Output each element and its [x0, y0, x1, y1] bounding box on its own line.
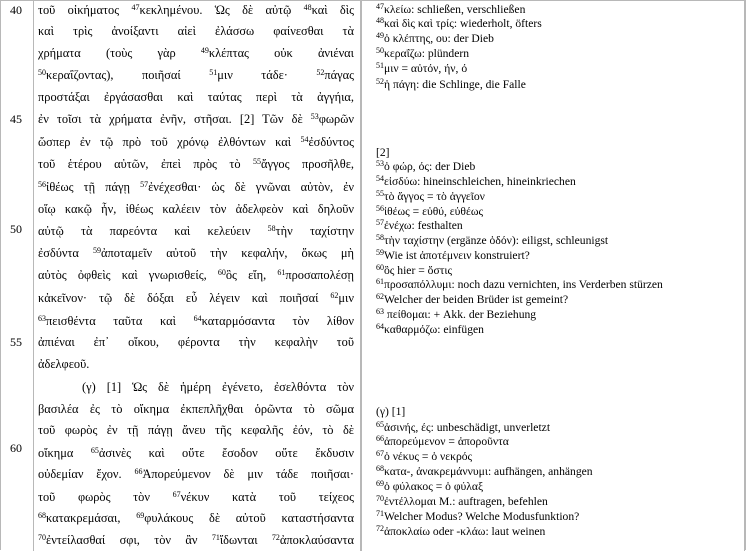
greek-line [38, 335, 354, 349]
gloss-column [360, 0, 745, 551]
footnote-marker: 64 [376, 322, 384, 331]
text-segment: ἐνέχεσθαι· ὡς δὲ γνῶναι αὐτὸν, ἐν [148, 180, 354, 194]
text-segment: ἀδελφεοῦ. [38, 357, 90, 371]
text-segment: αὐτῷ τὰ παρεόντα καὶ κελεύειν [38, 224, 268, 238]
footnote-marker: 53 [310, 112, 319, 121]
footnote-marker: 63 [376, 307, 384, 316]
greek-line [38, 180, 354, 194]
text-segment: μιν [338, 291, 354, 305]
text-segment: τοῦ φωρὸς ἐν τῇ πάγῃ ἄνευ τῆς κεφαλῆς ἐόν, τὸ δὲ [38, 423, 354, 437]
text-segment: τοῦ ἑτέρου αὐτῶν, ἐπεὶ πρὸς τὸ [38, 157, 253, 171]
text-segment: καθαρμόζω: einfügen [384, 323, 484, 336]
text-segment: καὶ τρὶς ἀνοίξαντι αἰεὶ ἐλάσσω φαίνεσθαι τὰ [38, 24, 354, 38]
text-segment: ἴδωνται [219, 533, 272, 547]
greek-line [38, 246, 354, 260]
greek-line [38, 423, 354, 437]
footnote-marker: 66 [134, 467, 143, 476]
text-segment: ἡ πάγη: die Schlinge, die Falle [384, 78, 526, 91]
text-segment: κεκλημένου. Ὡς δὲ αὐτῷ [139, 3, 304, 17]
footnote-marker: 57 [376, 218, 384, 227]
line-number: 45 [10, 112, 22, 126]
text-segment: ἐν τοῖσι τὰ χρήματα ἐνῆν, στῆσαι. [2] Τῶν δὲ [38, 112, 311, 126]
greek-line [38, 490, 354, 504]
footnote-marker: 60 [376, 263, 384, 272]
footnote-marker: 65 [90, 446, 99, 455]
greek-line [38, 533, 354, 547]
footnote-marker: 71 [376, 509, 384, 518]
text-segment: προσαπόλλυμι: noch dazu vernichten, ins Verderben stürzen [384, 278, 663, 291]
gloss-line [376, 465, 593, 479]
gloss-line [376, 264, 452, 278]
footnote-marker: 49 [200, 46, 209, 55]
footnote-marker: 54 [300, 135, 309, 144]
footnote-marker: 62 [376, 292, 384, 301]
greek-line [38, 314, 354, 328]
greek-line [38, 357, 354, 371]
footnote-marker: 59 [376, 248, 384, 257]
text-segment: ὁ κλέπτης, ου: der Dieb [384, 32, 494, 45]
text-segment: κατακρεμάσαι, [46, 511, 137, 525]
greek-line [38, 3, 354, 17]
footnote-marker: 60 [217, 268, 226, 277]
text-segment: ὁ νέκυς = ὁ νεκρός [384, 450, 473, 463]
greek-line [38, 291, 354, 305]
text-segment: κεραΐζω: plündern [384, 47, 470, 60]
footnote-marker: 61 [376, 277, 384, 286]
text-segment: πάγας [324, 68, 354, 82]
text-segment: προσαπολέσῃ [285, 268, 354, 282]
text-segment: οὐδεμίαν ἔχον. [38, 467, 135, 481]
text-segment: τοῦ οἰκήματος [38, 3, 132, 17]
gloss-line [376, 421, 550, 435]
text-segment: (γ) [1] Ὡς δὲ ἡμέρη ἐγένετο, ἐσελθόντα τὸν [82, 380, 354, 394]
text-segment: εἰσδύω: hineinschleichen, hineinkriechen [384, 175, 576, 188]
text-segment: πείθομαι: + Akk. der Beziehung [384, 308, 537, 321]
footnote-marker: 64 [193, 314, 202, 323]
footnote-marker: 56 [38, 180, 46, 189]
text-segment: ἀποταμεῖν αὐτοῦ τὴν κεφαλήν, ὅκως μὴ [100, 246, 354, 260]
footnote-marker: 72 [271, 533, 280, 542]
gloss-line [376, 205, 483, 219]
text-segment: κλείω: schließen, verschließen [384, 3, 526, 16]
footnote-marker: 69 [376, 479, 384, 488]
text-segment: καὶ δὶς [311, 3, 354, 17]
footnote-marker: 63 [38, 314, 46, 323]
text-segment: ὁ φύλακος = ὁ φύλαξ [384, 480, 484, 493]
text-segment: ὃς hier = ὅστις [384, 264, 453, 277]
line-number: 50 [10, 222, 22, 236]
greek-line [38, 224, 354, 238]
text-segment: ἐντείλασθαί σφι, τὸν ἂν [46, 533, 212, 547]
text-segment: προστάξαι ἐργάσασθαι καὶ ταύτας περὶ τὰ ἀγγήια, [38, 90, 354, 104]
text-segment: ἐντέλλομαι M.: auftragen, befehlen [384, 495, 548, 508]
footnote-marker: 49 [376, 31, 384, 40]
greek-line [38, 446, 354, 460]
gloss-line [376, 510, 579, 524]
gloss-line [376, 480, 483, 494]
gloss-line [376, 435, 509, 449]
greek-line [38, 402, 354, 416]
text-segment: ἀπιέναι ἐπ᾽ οἴκου, φέροντα τὴν κεφαλὴν τοῦ [38, 335, 354, 349]
gloss-line [376, 32, 494, 46]
footnote-marker: 69 [136, 511, 145, 520]
greek-line [38, 112, 354, 126]
text-segment: ἀπορεύμενον = ἀποροῦντα [384, 435, 509, 448]
footnote-marker: 51 [376, 61, 384, 70]
greek-line [38, 46, 354, 60]
line-number: 55 [10, 335, 22, 349]
text-segment: καταρμόσαντα τὸν λίθον [201, 314, 354, 328]
greek-line [38, 90, 354, 104]
footnote-marker: 58 [376, 233, 384, 242]
gloss-line [376, 219, 463, 233]
text-segment: κἀκεῖνον· τῷ δὲ δόξαι εὖ λέγειν καὶ ποιῆσαί [38, 291, 331, 305]
gloss-line [376, 160, 475, 174]
gloss-line [376, 323, 484, 337]
footnote-marker: 55 [252, 157, 261, 166]
gloss-line [376, 47, 469, 61]
text-segment: ἄγγος προσῆλθε, [260, 157, 354, 171]
text-segment: καὶ δὶς καὶ τρίς: wiederholt, öfters [384, 17, 542, 30]
greek-line [38, 511, 354, 525]
text-segment: τὴν ταχίστην (ergänze ὁδόν): eiligst, schleunigst [384, 234, 609, 247]
text-segment: τὴν ταχίστην [275, 224, 354, 238]
footnote-marker: 67 [376, 449, 384, 458]
text-segment: χρήματα (τοὺς γὰρ [38, 46, 201, 60]
gloss-line [376, 495, 548, 509]
gloss-line [376, 234, 608, 248]
gloss-line [376, 293, 568, 307]
footnote-marker: 48 [303, 3, 312, 12]
text-segment: νέκυν κατὰ τοῦ τείχεος [180, 490, 354, 504]
footnote-marker: 51 [209, 68, 218, 77]
greek-line [38, 24, 354, 38]
text-segment: κατα-, ἀνακρεμάννυμι: aufhängen, anhängen [384, 465, 593, 478]
gloss-line [376, 278, 663, 292]
footnote-marker: 52 [316, 68, 325, 77]
text-segment: κεραΐζοντας), ποιῆσαί [46, 68, 210, 82]
text-segment: Ἀπορεύμενον δὲ μιν τάδε ποιῆσαι· [142, 467, 354, 481]
footnote-marker: 50 [376, 46, 384, 55]
gloss-line [376, 175, 576, 189]
footnote-marker: 71 [211, 533, 220, 542]
text-segment: οἴκημα [38, 446, 91, 460]
footnote-marker: 56 [376, 204, 384, 213]
line-number: 40 [10, 3, 22, 17]
footnote-marker: 57 [140, 180, 149, 189]
text-segment: ἀσινής, ές: unbeschädigt, unverletzt [384, 421, 551, 434]
footnote-marker: 62 [330, 291, 339, 300]
greek-line [38, 68, 354, 82]
text-segment: ἰθέως = εὐθύ, εὐθέως [384, 205, 484, 218]
text-segment: ἀσινὲς καὶ οὔτε ἔσοδον οὔτε ἔκδυσιν [98, 446, 354, 460]
text-segment: ἀποκλαίω oder -κλάω: laut weinen [384, 525, 546, 538]
text-segment: πεισθέντα ταῦτα καὶ [46, 314, 194, 328]
gloss-line [376, 525, 545, 539]
greek-line [82, 380, 354, 394]
footnote-marker: 67 [172, 490, 181, 499]
text-segment: ἐσδύντα [38, 246, 93, 260]
footnote-marker: 61 [277, 268, 286, 277]
text-segment: ἰθέως τῇ πάγῃ [46, 180, 141, 194]
text-segment: ἀποκλαύσαντα [279, 533, 354, 547]
footnote-marker: 58 [267, 224, 276, 233]
footnote-marker: 70 [376, 494, 384, 503]
footnote-marker: 52 [376, 77, 384, 86]
footnote-marker: 47 [376, 2, 384, 11]
footnote-marker: 50 [38, 68, 46, 77]
text-segment: οἵῳ κακῷ ἦν, ἰθέως καλέειν τὸν ἀδελφεὸν καὶ δηλοῦν [38, 202, 354, 216]
text-segment: τοῦ φωρὸς τὸν [38, 490, 173, 504]
text-segment: τὸ ἄγγος = τὸ ἀγγεῖον [384, 190, 485, 203]
line-number-column [0, 0, 32, 551]
text-segment: ὃς εἴη, [225, 268, 278, 282]
greek-line [38, 467, 354, 481]
gloss-line [376, 146, 390, 160]
greek-line [38, 268, 354, 282]
text-segment: φωρῶν [318, 112, 354, 126]
greek-line [38, 135, 354, 149]
gloss-line [376, 450, 472, 464]
footnote-marker: 48 [376, 16, 384, 25]
footnote-marker: 47 [131, 3, 140, 12]
footnote-marker: 68 [376, 464, 384, 473]
text-segment: ὁ φώρ, ός: der Dieb [384, 160, 476, 173]
text-segment: κλέπτας οὐκ ἀνιέναι [208, 46, 354, 60]
footnote-marker: 55 [376, 189, 384, 198]
text-segment: μιν τάδε· [217, 68, 317, 82]
gloss-line [376, 249, 530, 263]
text-segment: Wie ist ἀποτέμνειν konstruiert? [384, 249, 530, 262]
text-segment: αὐτὸς ὀφθεὶς καὶ γνωρισθείς, [38, 268, 218, 282]
footnote-marker: 65 [376, 420, 384, 429]
text-segment: φυλάκους δὲ αὐτοῦ καταστήσαντα [144, 511, 354, 525]
gloss-line [376, 62, 467, 76]
text-segment: [2] [376, 146, 390, 159]
footnote-marker: 70 [38, 533, 46, 542]
text-segment: ὥσπερ ἐν τῷ πρὸ τοῦ χρόνῳ ἐλθόντων καὶ [38, 135, 301, 149]
footnote-marker: 54 [376, 174, 384, 183]
text-segment: Welcher Modus? Welche Modusfunktion? [384, 510, 580, 523]
text-segment: ἐνέχω: festhalten [384, 219, 463, 232]
gloss-line [376, 405, 405, 419]
greek-line [38, 202, 354, 216]
text-segment: μιν = αὐτόν, ήν, ό [384, 62, 468, 75]
greek-text-column [33, 0, 358, 551]
text-segment: (γ) [1] [376, 405, 406, 418]
gloss-line [376, 78, 526, 92]
text-segment: ἐσδύντος [308, 135, 354, 149]
footnote-marker: 53 [376, 159, 384, 168]
gloss-line [376, 17, 542, 31]
text-segment: βασιλέα ἐς τὸ οἴκημα ἐκπεπλῆχθαι ὁρῶντα τὸ σῶμα [38, 402, 354, 416]
line-number: 60 [10, 441, 22, 455]
gloss-line [376, 308, 536, 322]
footnote-marker: 66 [376, 434, 384, 443]
footnote-marker: 68 [38, 511, 46, 520]
footnote-marker: 59 [92, 246, 101, 255]
gloss-line [376, 3, 525, 17]
gloss-line [376, 190, 485, 204]
text-segment: Welcher der beiden Brüder ist gemeint? [384, 293, 569, 306]
footnote-marker: 72 [376, 524, 384, 533]
greek-line [38, 157, 354, 171]
